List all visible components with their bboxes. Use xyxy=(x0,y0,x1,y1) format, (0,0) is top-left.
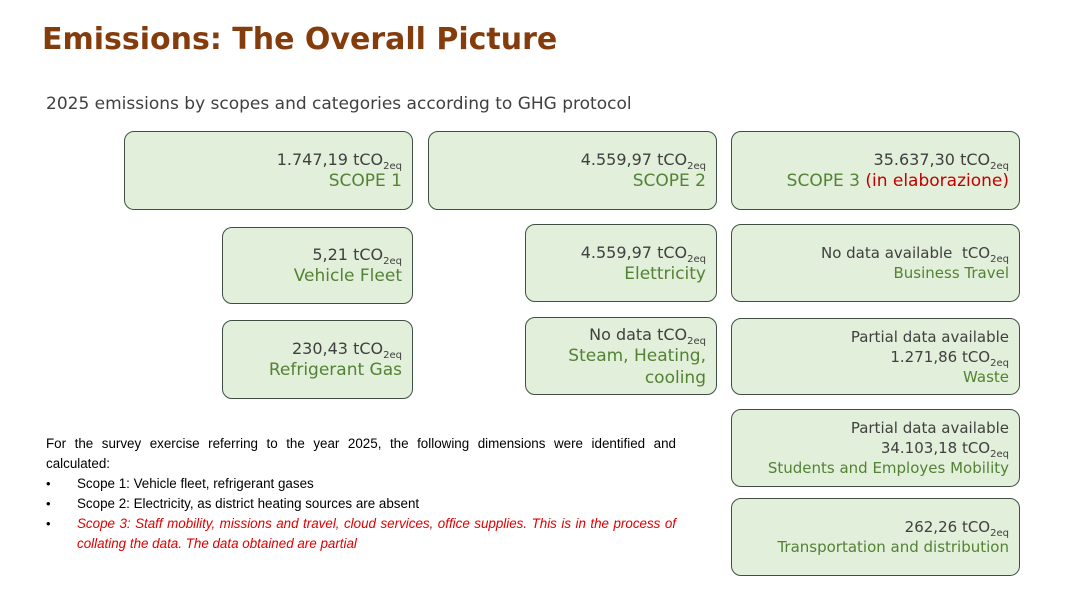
waste-label: Waste xyxy=(963,367,1009,386)
vehicle-fleet-card xyxy=(222,227,413,304)
page-subtitle: 2025 emissions by scopes and categories according to GHG protocol xyxy=(46,94,632,114)
transport-card xyxy=(731,498,1020,576)
waste-card xyxy=(731,318,1020,395)
electricity-value: 4.559,97 tCO$_{2eq}$ xyxy=(580,242,706,265)
electricity-card xyxy=(525,224,717,302)
business-travel-card xyxy=(731,224,1020,302)
page-title: Emissions: The Overall Picture xyxy=(42,22,558,57)
scope1-total-label: SCOPE 1 xyxy=(328,171,402,191)
scope3-total-value: 35.637,30 tCO$_{2eq}$ xyxy=(873,150,1009,172)
steam-heating-value: No data tCO$_{2eq}$ xyxy=(589,324,706,347)
vehicle-fleet-label: Vehicle Fleet xyxy=(293,266,402,286)
survey-notes xyxy=(46,434,676,554)
scope2-total-card xyxy=(428,131,717,210)
survey-note-scope2: • Scope 2: Electricity, as district heating sources are absent xyxy=(46,494,676,514)
steam-heating-card xyxy=(525,317,717,395)
business-travel-label: Business Travel xyxy=(893,264,1009,282)
steam-heating-label-2: cooling xyxy=(644,367,706,388)
scope2-total-value: 4.559,97 tCO$_{2eq}$ xyxy=(580,150,706,172)
scope1-total-card xyxy=(124,131,413,210)
survey-notes-list xyxy=(46,474,676,554)
survey-note-scope3: • Scope 3: Staff mobility, missions and travel, cloud services, office supplies. This is in the process of collating the data. The data obtained are partial xyxy=(46,514,676,554)
scope1-total-value: 1.747,19 tCO$_{2eq}$ xyxy=(276,150,402,172)
mobility-note: Partial data available xyxy=(850,419,1009,437)
survey-notes-intro: For the survey exercise referring to the year 2025, the following dimensions were identified and calculated: xyxy=(46,436,676,471)
waste-value: 1.271,86 tCO$_{2eq}$ xyxy=(890,347,1009,369)
vehicle-fleet-value: 5,21 tCO$_{2eq}$ xyxy=(312,245,402,267)
scope2-total-label: SCOPE 2 xyxy=(632,171,706,191)
transport-label: Transportation and distribution xyxy=(777,538,1009,556)
electricity-label: Elettricity xyxy=(624,263,706,284)
mobility-card xyxy=(731,409,1020,487)
scope3-total-card xyxy=(731,131,1020,210)
transport-value: 262,26 tCO$_{2eq}$ xyxy=(904,518,1009,539)
refrigerant-gas-value: 230,43 tCO$_{2eq}$ xyxy=(292,339,402,361)
steam-heating-label-1: Steam, Heating, xyxy=(568,345,706,366)
refrigerant-gas-card xyxy=(222,320,413,399)
survey-note-scope1: • Scope 1: Vehicle fleet, refrigerant gases xyxy=(46,474,676,494)
refrigerant-gas-label: Refrigerant Gas xyxy=(268,360,402,380)
scope3-total-label: SCOPE 3 (in elaborazione) xyxy=(786,171,1009,191)
business-travel-value: No data available tCO$_{2eq}$ xyxy=(820,244,1009,265)
scope3-status: (in elaborazione) xyxy=(865,171,1009,191)
mobility-value: 34.103,18 tCO$_{2eq}$ xyxy=(880,439,1009,460)
waste-note: Partial data available xyxy=(850,327,1009,346)
mobility-label: Students and Employes Mobility xyxy=(767,459,1009,477)
